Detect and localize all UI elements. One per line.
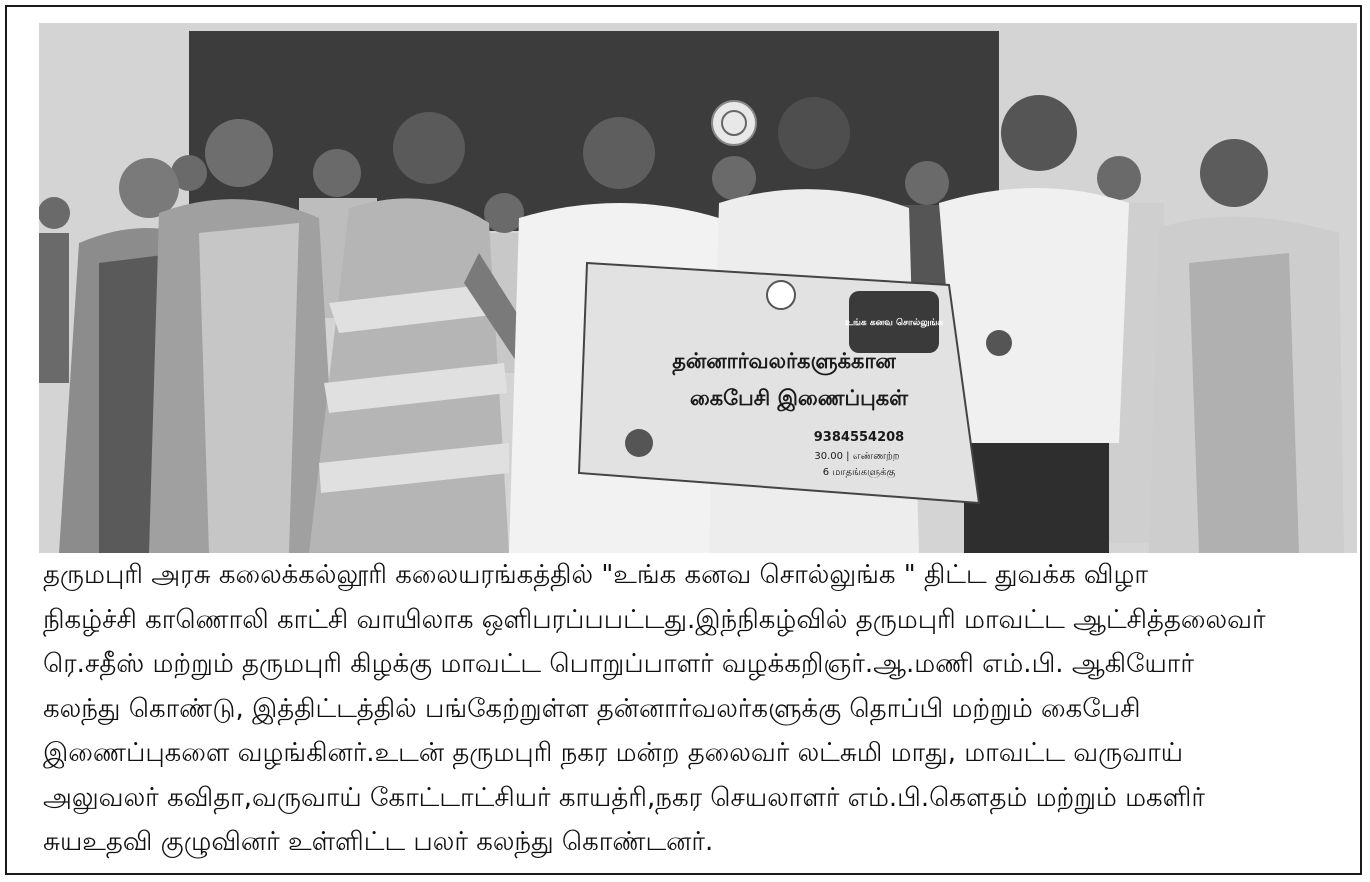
scheme-board bbox=[579, 263, 979, 503]
caption-line-1: தருமபுரி அரசு கலைக்கல்லூரி கலையரங்கத்தில் "உங்க கனவ சொல்லுங்க " திட்ட துவக்க விழா bbox=[43, 560, 1148, 590]
caption-line-2: நிகழ்ச்சி காணொலி காட்சி வாயிலாக ஒளிபரப்பபட்டது.இந்நிகழ்வில் தருமபுரி மாவட்ட ஆட்சித்தலைவர் bbox=[43, 604, 1266, 635]
news-clipping-frame bbox=[5, 5, 1362, 875]
board-detail-line-2: 6 மாதங்களுக்கு bbox=[822, 467, 896, 478]
board-heading-line-1: தன்னார்வலர்களுக்கான bbox=[672, 349, 896, 373]
board-detail-line-1: 30.00 | எண்ணற்ற bbox=[814, 451, 900, 462]
caption-line-4: கலந்து கொண்டு, இத்திட்டத்தில் பங்கேற்றுள்ள தன்னார்வலர்களுக்கு தொப்பி மற்றும் கைபேசி bbox=[43, 693, 1141, 724]
board-phone-number: 9384554208 bbox=[813, 430, 905, 445]
caption-line-7: சுயஉதவி குழுவினர் உள்ளிட்ட பலர் கலந்து கொண்டனர். bbox=[43, 827, 714, 857]
news-caption bbox=[39, 553, 1357, 871]
emblem-icon bbox=[712, 101, 756, 145]
board-logo-text: உங்க கனவ சொல்லுங்க bbox=[844, 318, 944, 328]
event-photo bbox=[39, 23, 1357, 553]
board-heading-line-2: கைபேசி இணைப்புகள் bbox=[689, 386, 909, 410]
caption-line-5: இணைப்புகளை வழங்கினர்.உடன் தருமபுரி நகர மன்ற தலைவர் லட்சுமி மாது, மாவட்ட வருவாய் bbox=[43, 738, 1184, 768]
caption-line-6: அலுவலர் கவிதா,வருவாய் கோட்டாட்சியர் காயத்ரி,நகர செயலாளர் எம்.பி.கௌதம் மற்றும் மகளிர் bbox=[43, 782, 1205, 813]
caption-line-3: ரெ.சதீஸ் மற்றும் தருமபுரி கிழக்கு மாவட்ட பொறுப்பாளர் வழக்கறிஞர்.ஆ.மணி எம்.பி. ஆகியோர் bbox=[43, 649, 1194, 679]
